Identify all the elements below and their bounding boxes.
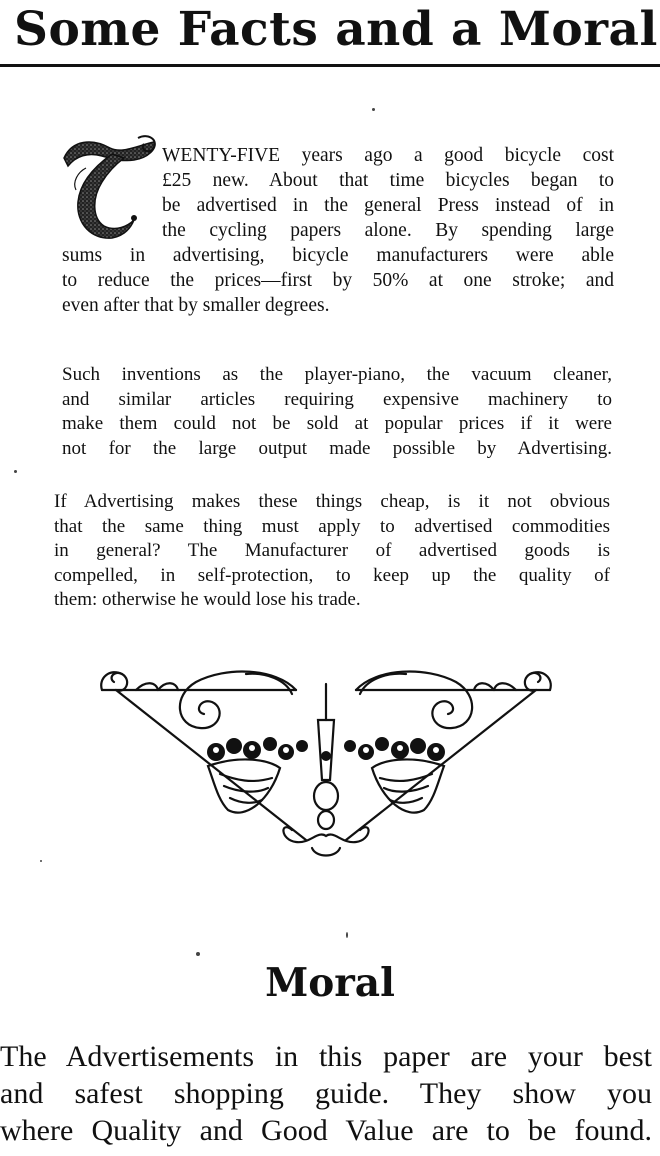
moral-line: where Quality and Good Value are to be found.: [0, 1114, 652, 1147]
title-rule: [0, 64, 660, 67]
moral-line: The Advertisements in this paper are your best: [0, 1040, 652, 1073]
paragraph-line: compelled, in self-protection, to keep up the quality of: [54, 564, 610, 586]
page-title: Some Facts and a Moral: [14, 2, 658, 57]
paragraph-1: [62, 143, 614, 318]
paragraph-line: make them could not be sold at popular prices if it were: [62, 413, 612, 434]
scan-speck: [372, 108, 375, 111]
paragraph-line: £25 new. About that time bicycles began to: [162, 170, 614, 191]
paragraph-line: in general? The Manufacturer of advertised goods is: [54, 540, 610, 561]
moral-heading: Moral: [265, 960, 395, 1006]
paragraph-line: sums in advertising, bicycle manufacturers were able: [62, 245, 614, 266]
paragraph-3: [54, 490, 610, 613]
paragraph-line: and similar articles requiring expensive machinery to: [62, 388, 612, 410]
paragraph-line: If Advertising makes these things cheap, is it not obvious: [54, 491, 610, 512]
scan-speck: [196, 952, 200, 956]
scan-speck: [346, 932, 348, 938]
decorative-ornament-image: [96, 660, 556, 860]
paragraph-line: not for the large output made possible by Advertising.: [62, 437, 612, 459]
paragraph-line: even after that by smaller degrees.: [62, 295, 330, 316]
paragraph-line: Such inventions as the player-piano, the vacuum cleaner,: [62, 364, 612, 385]
paragraph-line: them: otherwise he would lose his trade.: [54, 589, 361, 610]
paragraph-line: the cycling papers alone. By spending large: [162, 220, 614, 241]
moral-text: [0, 1038, 652, 1149]
moral-line: and safest shopping guide. They show you: [0, 1077, 652, 1110]
scan-speck: [40, 860, 42, 862]
paragraph-line: WENTY-FIVE years ago a good bicycle cost: [162, 145, 614, 166]
scan-speck: [14, 470, 17, 473]
paragraph-line: be advertised in the general Press instead of in: [162, 195, 614, 216]
paragraph-line: to reduce the prices—first by 50% at one stroke; and: [62, 270, 614, 291]
paragraph-2: [62, 363, 612, 461]
paragraph-line: that the same thing must apply to advertised commodities: [54, 515, 610, 537]
